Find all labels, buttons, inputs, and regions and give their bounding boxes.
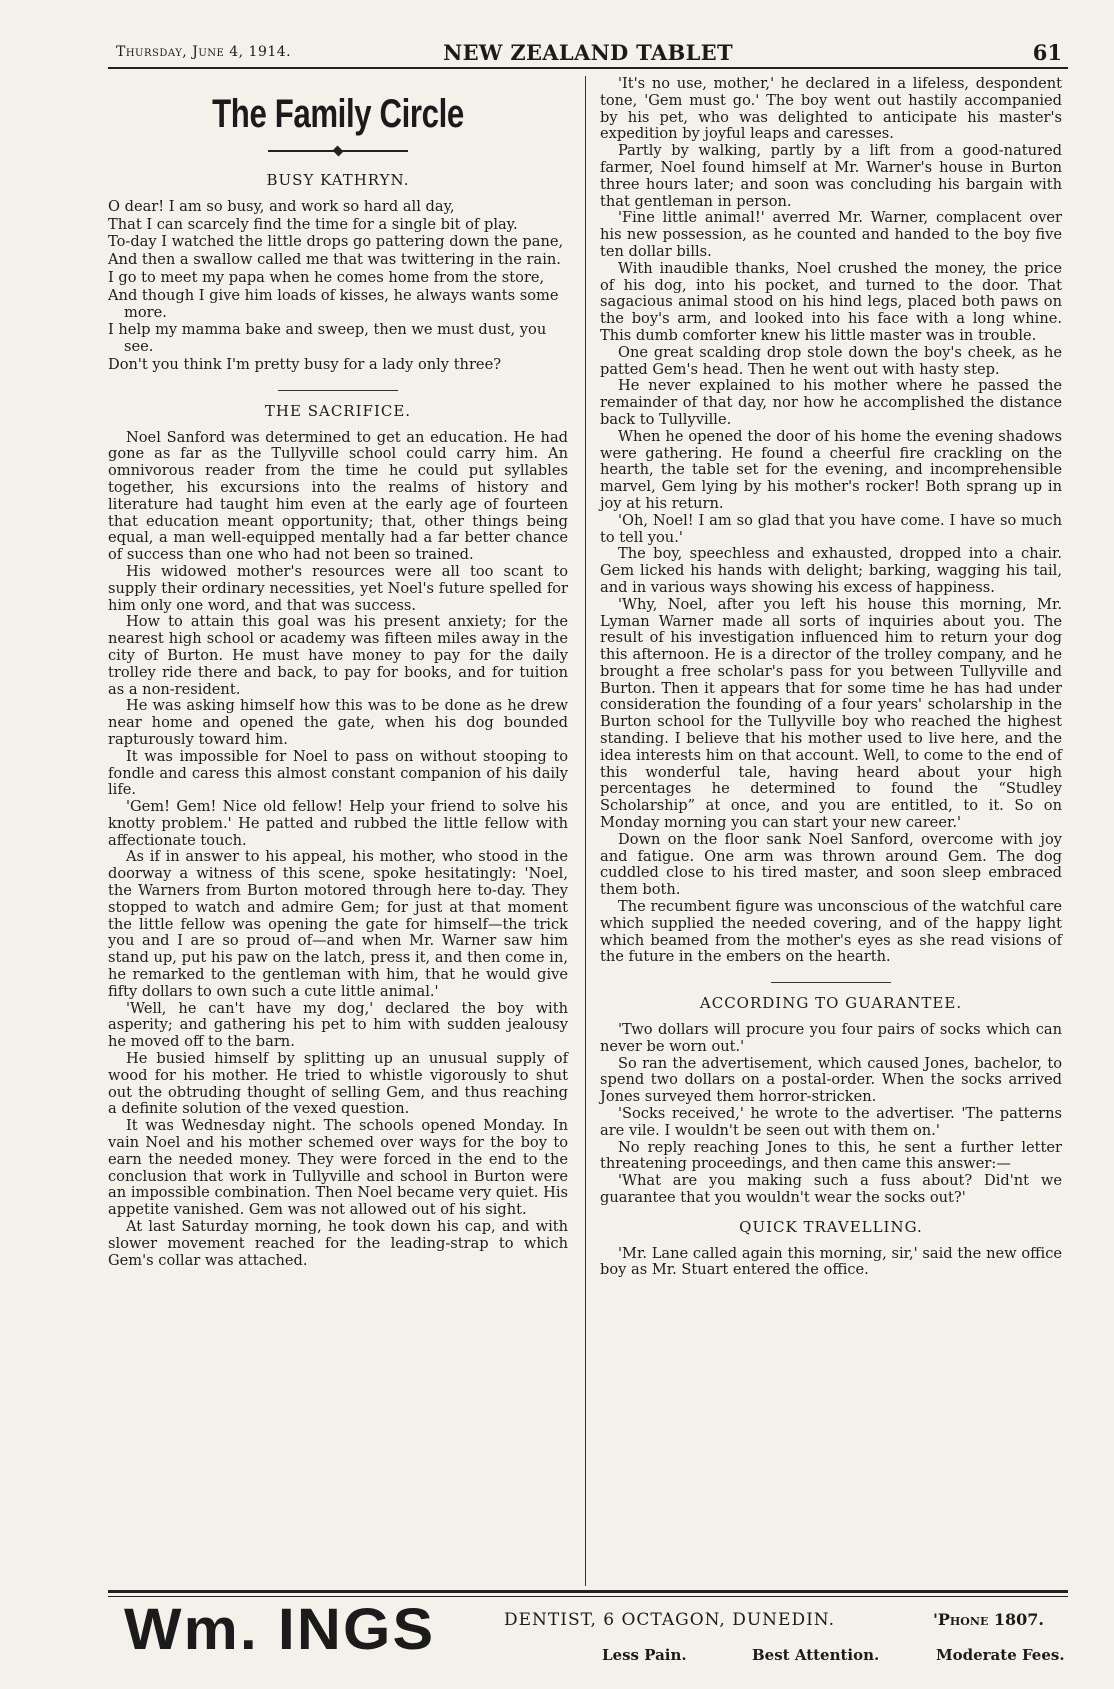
left-column — [108, 76, 568, 1596]
story-paragraph: Noel Sanford was determined to get an education. He had gone as far as the Tullyville school could carry him. An omnivorous reader from the time he could put syllables together, his excursions into the realms of history and literature had taught him even at the early age of fourteen that education meant opportunity; that, other things being equal, a man well-equipped mentally had a far better chance of success than one who had not been so trained. — [108, 428, 568, 564]
header-rule — [108, 67, 1068, 69]
story-paragraph: With inaudible thanks, Noel crushed the money, the price of his dog, into his pocket, and turned to the door. That sagacious animal stood on his hind legs, placed both paws on the boy's arm, and looked into his face with a long whine. This dumb comforter knew his little master was in trouble. — [600, 259, 1062, 344]
story-paragraph: It was Wednesday night. The schools opened Monday. In vain Noel and his mother schemed over ways for the boy to earn the needed money. They were forced in the end to the conclusion that work in Tullyville and school in Burton were an impossible combination. Then Noel became very quiet. His appetite vanished. Gem was not allowed out of his sight. — [108, 1117, 568, 1219]
page-header — [108, 36, 1068, 66]
anecdote-travelling — [600, 1246, 1062, 1280]
anecdote-paragraph: 'Socks received,' he wrote to the advertiser. 'The patterns are vile. I wouldn't be seen out with them on.' — [600, 1105, 1062, 1139]
story-paragraph: 'Well, he can't have my dog,' declared the boy with asperity; and gathering his pet to him with sudden jealousy he moved off to the barn. — [108, 999, 568, 1051]
anecdote-paragraph: 'Two dollars will procure you four pairs of socks which can never be worn out.' — [600, 1021, 1062, 1055]
right-column — [600, 76, 1062, 1596]
story-paragraph: He never explained to his mother where he passed the remainder of that day, nor how he accomplished the distance back to Tullyville. — [600, 377, 1062, 428]
advert-tagline: Less Pain. — [602, 1646, 687, 1664]
page-number: 61 — [1032, 40, 1062, 65]
story-paragraph: 'Fine little animal!' averred Mr. Warner, complacent over his new possession, as he counted and handed to the boy five ten dollar bills. — [600, 209, 1062, 260]
column-divider — [585, 76, 586, 1586]
anecdote-guarantee — [600, 1022, 1062, 1207]
story-paragraph: The boy, speechless and exhausted, dropped into a chair. Gem licked his hands with delight; barking, wagging his tail, and in various ways showing his excess of happiness. — [600, 545, 1062, 596]
header-date: Thursday, June 4, 1914. — [116, 44, 292, 60]
poem-line: And then a swallow called me that was twittering in the rain. — [108, 251, 561, 269]
story-paragraph: 'Why, Noel, after you left his house this morning, Mr. Lyman Warner made all sorts of inquiries about you. The result of his investigation influenced him to return your dog this afternoon. He is a director of the trolley company, and he brought a free scholar's pass for you between Tullyville and Burton. Then it appears that for some time he has had under consideration the founding of a four years' scholarship in the Burton school for the Tullyville boy who reached the highest standing. I believe that his mother used to live here, and the idea interests him on that account. Well, to come to the end of this wonderful tale, having heard about your high percentages he determined to found the “Studley Scholarship” at once, and you are entitled, to it. So on Monday morning you can start your new career.' — [600, 595, 1062, 832]
story-paragraph: He busied himself by splitting up an unusual supply of wood for his mother. He tried to whistle vigorously to shut out the obtruding thought of selling Gem, and thus reaching a definite solution of the vexed question. — [108, 1050, 568, 1118]
ornament-diamond-icon — [333, 146, 344, 157]
poem-line: That I can scarcely find the time for a single bit of play. — [108, 215, 518, 233]
story-paragraph: At last Saturday morning, he took down his cap, and with slower movement reached for the leading-strap to which Gem's collar was attached. — [108, 1218, 568, 1269]
poem-title: BUSY KATHRYN. — [266, 171, 410, 189]
poem-line: And though I give him loads of kisses, he always wants some more. — [108, 286, 559, 321]
advertiser-name: Wm. INGS — [124, 1597, 436, 1662]
story-paragraph: Partly by walking, partly by a lift from a good-natured farmer, Noel found himself at Mr. Warner's house in Burton three hours later; and soon was concluding his bargain with that gentleman in person. — [600, 142, 1062, 210]
anecdote-paragraph: No reply reaching Jones to this, he sent a further letter threatening proceedings, and then came this answer:— — [600, 1138, 1062, 1173]
story-paragraph: His widowed mother's resources were all too scant to supply their ordinary necessities, yet Noel's future spelled for him only one word, and that was success. — [108, 562, 568, 614]
story-paragraph: 'It's no use, mother,' he declared in a lifeless, despondent tone, 'Gem must go.' The boy went out hastily accompanied by his pet, who was delighted to anticipate his master's expedition by joyful leaps and caresses. — [600, 75, 1062, 143]
anecdote-title: ACCORDING TO GUARANTEE. — [699, 994, 963, 1013]
story-title: THE SACRIFICE. — [264, 401, 412, 420]
story-paragraph: The recumbent figure was unconscious of the watchful care which supplied the needed covering, and of the happy light which beamed from the mother's eyes as she read visions of the future in the embers on the hearth. — [600, 898, 1062, 966]
advertiser-address: DENTIST, 6 OCTAGON, DUNEDIN. — [504, 1610, 836, 1630]
story-paragraph: As if in answer to his appeal, his mother, who stood in the doorway a witness of this scene, spoke hesitatingly: 'Noel, the Warners from Burton motored through here to-day. They stopped to watch and admire Gem; for just at that moment the little fellow was opening the gate for himself—the trick you and I are so proud of—and when Mr. Warner saw him stand up, put his paw on the latch, press it, and then come in, he remarked to the gentleman with him, that he would give fifty dollars to own such a cute little animal.' — [108, 848, 568, 1000]
story-paragraph: He was asking himself how this was to be done as he drew near home and opened the gate, when his dog bounded rapturously toward him. — [108, 697, 568, 748]
section-masthead: The Family Circle — [212, 92, 464, 136]
advertisement — [108, 1597, 1068, 1680]
story-paragraph: How to attain this goal was his present anxiety; for the nearest high school or academy was fifteen miles away in the city of Burton. He must have money to pay for the daily trolley ride there and back, to pay for books, and for tuition as a non-resident. — [108, 613, 568, 698]
anecdote-paragraph: 'What are you making such a fuss about? Did'nt we guarantee that you wouldn't wear the socks out?' — [600, 1172, 1062, 1206]
poem-line: O dear! I am so busy, and work so hard all day, — [108, 197, 455, 215]
story-paragraph: 'Gem! Gem! Nice old fellow! Help your friend to solve his knotty problem.' He patted and rubbed the little fellow with affectionate touch. — [108, 798, 568, 849]
masthead-ornament — [268, 146, 408, 156]
section-divider — [278, 390, 398, 391]
anecdote-paragraph: 'Mr. Lane called again this morning, sir,' said the new office boy as Mr. Stuart entered the office. — [600, 1244, 1062, 1279]
story-paragraph: When he opened the door of his home the evening shadows were gathering. He found a cheerful fire crackling on the hearth, the table set for the evening, and incomprehensible marvel, Gem lying by his mother's rocker! Both sprang up in joy at his return. — [600, 427, 1062, 512]
poem-line: I help my mamma bake and sweep, then we must dust, you see. — [108, 321, 547, 356]
story-paragraph: Down on the floor sank Noel Sanford, overcome with joy and fatigue. One arm was thrown around Gem. The dog cuddled close to his tired master, and soon sleep embraced them both. — [600, 830, 1062, 899]
section-divider — [771, 982, 891, 983]
advert-rule — [108, 1590, 1068, 1593]
anecdote-paragraph: So ran the advertisement, which caused Jones, bachelor, to spend two dollars on a postal-order. When the socks arrived Jones surveyed them horror-stricken. — [600, 1054, 1062, 1106]
poem-line: Don't you think I'm pretty busy for a lady only three? — [108, 355, 502, 373]
header-title: NEW ZEALAND TABLET — [443, 40, 733, 65]
story-paragraph: 'Oh, Noel! I am so glad that you have come. I have so much to tell you.' — [600, 511, 1062, 546]
poem-line: To-day I watched the little drops go pattering down the pane, — [108, 233, 564, 251]
advert-tagline: Best Attention. — [752, 1646, 880, 1664]
story-left-text — [108, 430, 568, 1270]
advert-tagline: Moderate Fees. — [936, 1646, 1065, 1664]
poem-line: I go to meet my papa when he comes home from the store, — [108, 268, 545, 286]
anecdote-title: QUICK TRAVELLING. — [739, 1217, 923, 1236]
story-paragraph: One great scalding drop stole down the boy's cheek, as he patted Gem's head. Then he went out with hasty step. — [600, 343, 1062, 378]
story-paragraph: It was impossible for Noel to pass on without stooping to fondle and caress this almost constant companion of his daily life. — [108, 747, 568, 799]
story-right-text — [600, 76, 1062, 966]
advertiser-phone: 'Phone 1807. — [932, 1610, 1044, 1629]
poem — [108, 199, 568, 374]
